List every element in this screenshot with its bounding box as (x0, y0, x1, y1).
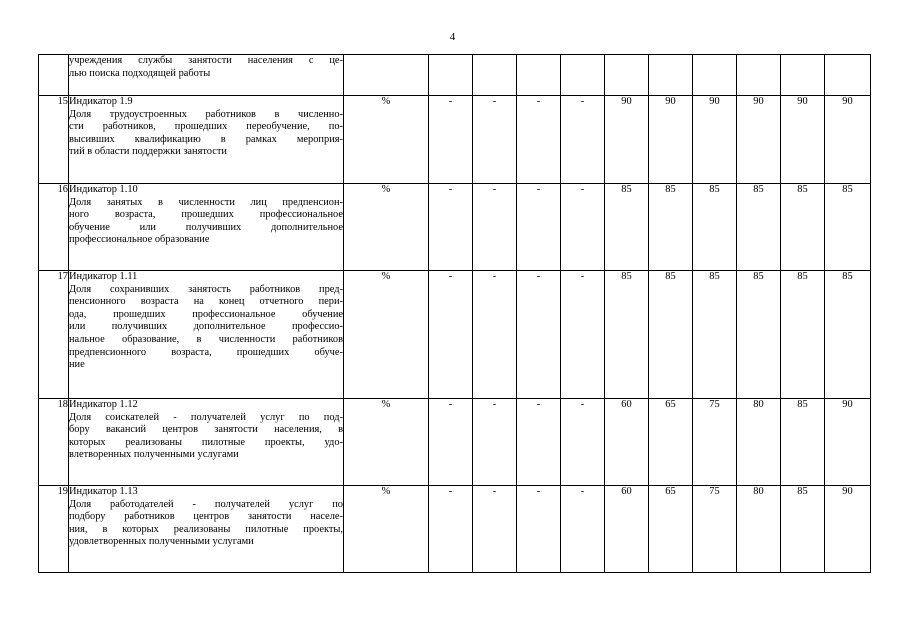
row-number-cell: 18 (39, 399, 69, 486)
unit-cell: % (344, 184, 429, 271)
value-cell (649, 55, 693, 96)
table-row (39, 486, 871, 573)
value-cell: 75 (693, 399, 737, 486)
value-cell: 90 (781, 96, 825, 184)
value-cell (429, 55, 473, 96)
table-row (39, 271, 871, 399)
row-number-cell: 17 (39, 271, 69, 399)
value-cell: - (429, 486, 473, 573)
description-line: пенсионного возраста на конец отчетного пери- (69, 296, 343, 308)
value-cell: 90 (649, 96, 693, 184)
description-line: высивших квалификацию в рамках мероприя- (69, 133, 343, 145)
description-line: предпенсионного возраста, прошедших обуче- (69, 346, 343, 358)
value-cell: - (517, 96, 561, 184)
value-cell: 80 (737, 486, 781, 573)
description-line: удовлетворенных полученными услугами (69, 536, 254, 548)
indicator-title: Индикатор 1.12 (69, 399, 138, 410)
table-row (39, 55, 871, 96)
value-cell: - (473, 271, 517, 399)
description-line: которых реализованы пилотные проекты, удо- (69, 436, 343, 448)
value-cell: 85 (781, 184, 825, 271)
value-cell: 90 (605, 96, 649, 184)
value-cell: 85 (825, 271, 871, 399)
value-cell: - (561, 184, 605, 271)
value-cell (781, 55, 825, 96)
description-line: ода, прошедших профессиональное обучение (69, 308, 343, 320)
indicator-title: Индикатор 1.13 (69, 486, 138, 497)
value-cell: 60 (605, 486, 649, 573)
description-line: нальное образование, в численности работников (69, 333, 343, 345)
value-cell (825, 55, 871, 96)
indicator-description-cell (69, 486, 344, 573)
unit-cell: % (344, 96, 429, 184)
description-line: Доля сохранивших занятость работников пред- (69, 283, 343, 295)
value-cell (737, 55, 781, 96)
value-cell: 90 (825, 399, 871, 486)
value-cell: - (517, 271, 561, 399)
description-line: обучение или получивших дополнительное (69, 221, 343, 233)
value-cell: 75 (693, 486, 737, 573)
table-row (39, 399, 871, 486)
description-line: подбору работников центров занятости населе- (69, 511, 343, 523)
description-line: Доля работодателей - получателей услуг по (69, 498, 343, 510)
value-cell (605, 55, 649, 96)
value-cell: - (473, 184, 517, 271)
value-cell: - (473, 399, 517, 486)
description-line: или получивших дополнительное профессио- (69, 321, 343, 333)
value-cell (473, 55, 517, 96)
value-cell: - (473, 486, 517, 573)
value-cell: 85 (693, 271, 737, 399)
value-cell: 85 (649, 184, 693, 271)
description-line: Доля занятых в численности лиц предпенсион- (69, 196, 343, 208)
value-cell: 85 (781, 399, 825, 486)
row-number-cell (39, 55, 69, 96)
indicator-title: Индикатор 1.10 (69, 184, 138, 195)
value-cell: 85 (825, 184, 871, 271)
description-line: учреждения службы занятости населения с це- (69, 55, 343, 66)
description-line: ного возраста, прошедших профессиональное (69, 209, 343, 221)
value-cell: 85 (737, 184, 781, 271)
indicator-title: Индикатор 1.11 (69, 271, 138, 282)
description-line: тий в области поддержки занятости (69, 146, 227, 158)
value-cell: - (429, 399, 473, 486)
indicator-table (38, 54, 871, 573)
unit-cell: % (344, 486, 429, 573)
value-cell: - (561, 271, 605, 399)
value-cell (517, 55, 561, 96)
value-cell: 60 (605, 399, 649, 486)
description-line: Доля соискателей - получателей услуг по под- (69, 411, 343, 423)
unit-cell (344, 55, 429, 96)
value-cell: - (517, 184, 561, 271)
row-number-cell: 19 (39, 486, 69, 573)
indicator-description-cell (69, 271, 344, 399)
value-cell: 85 (693, 184, 737, 271)
value-cell: - (561, 486, 605, 573)
value-cell: 85 (605, 271, 649, 399)
value-cell: - (429, 96, 473, 184)
value-cell: 65 (649, 399, 693, 486)
value-cell: - (473, 96, 517, 184)
value-cell: 85 (781, 486, 825, 573)
value-cell: - (561, 96, 605, 184)
value-cell (561, 55, 605, 96)
value-cell: 85 (781, 271, 825, 399)
indicator-description-cell (69, 96, 344, 184)
value-cell: - (561, 399, 605, 486)
table-row (39, 96, 871, 184)
row-number-cell: 15 (39, 96, 69, 184)
indicator-description-cell (69, 184, 344, 271)
description-line: Доля трудоустроенных работников в численно- (69, 108, 343, 120)
value-cell: 90 (825, 486, 871, 573)
description-line: ние (69, 359, 85, 371)
row-number-cell: 16 (39, 184, 69, 271)
unit-cell: % (344, 399, 429, 486)
value-cell: 65 (649, 486, 693, 573)
value-cell: - (429, 184, 473, 271)
value-cell: 85 (649, 271, 693, 399)
description-line: ния, в которых реализованы пилотные проекты, (69, 523, 343, 535)
value-cell: 80 (737, 399, 781, 486)
page-number: 4 (449, 31, 456, 43)
indicator-description-cell (69, 399, 344, 486)
value-cell: 85 (737, 271, 781, 399)
indicator-description-cell (69, 55, 344, 96)
indicator-title: Индикатор 1.9 (69, 96, 133, 107)
value-cell: 90 (693, 96, 737, 184)
value-cell: - (429, 271, 473, 399)
unit-cell: % (344, 271, 429, 399)
value-cell: 85 (605, 184, 649, 271)
value-cell: - (517, 486, 561, 573)
description-line: профессиональное образование (69, 234, 210, 246)
description-line: сти работников, прошедших переобучение, по- (69, 121, 343, 133)
value-cell: 90 (737, 96, 781, 184)
value-cell: 90 (825, 96, 871, 184)
description-line: влетворенных полученными услугами (69, 449, 239, 461)
description-line: бору вакансий центров занятости населения, в (69, 424, 343, 436)
description-line: лью поиска подходящей работы (69, 67, 211, 79)
table-row (39, 184, 871, 271)
value-cell: - (517, 399, 561, 486)
value-cell (693, 55, 737, 96)
